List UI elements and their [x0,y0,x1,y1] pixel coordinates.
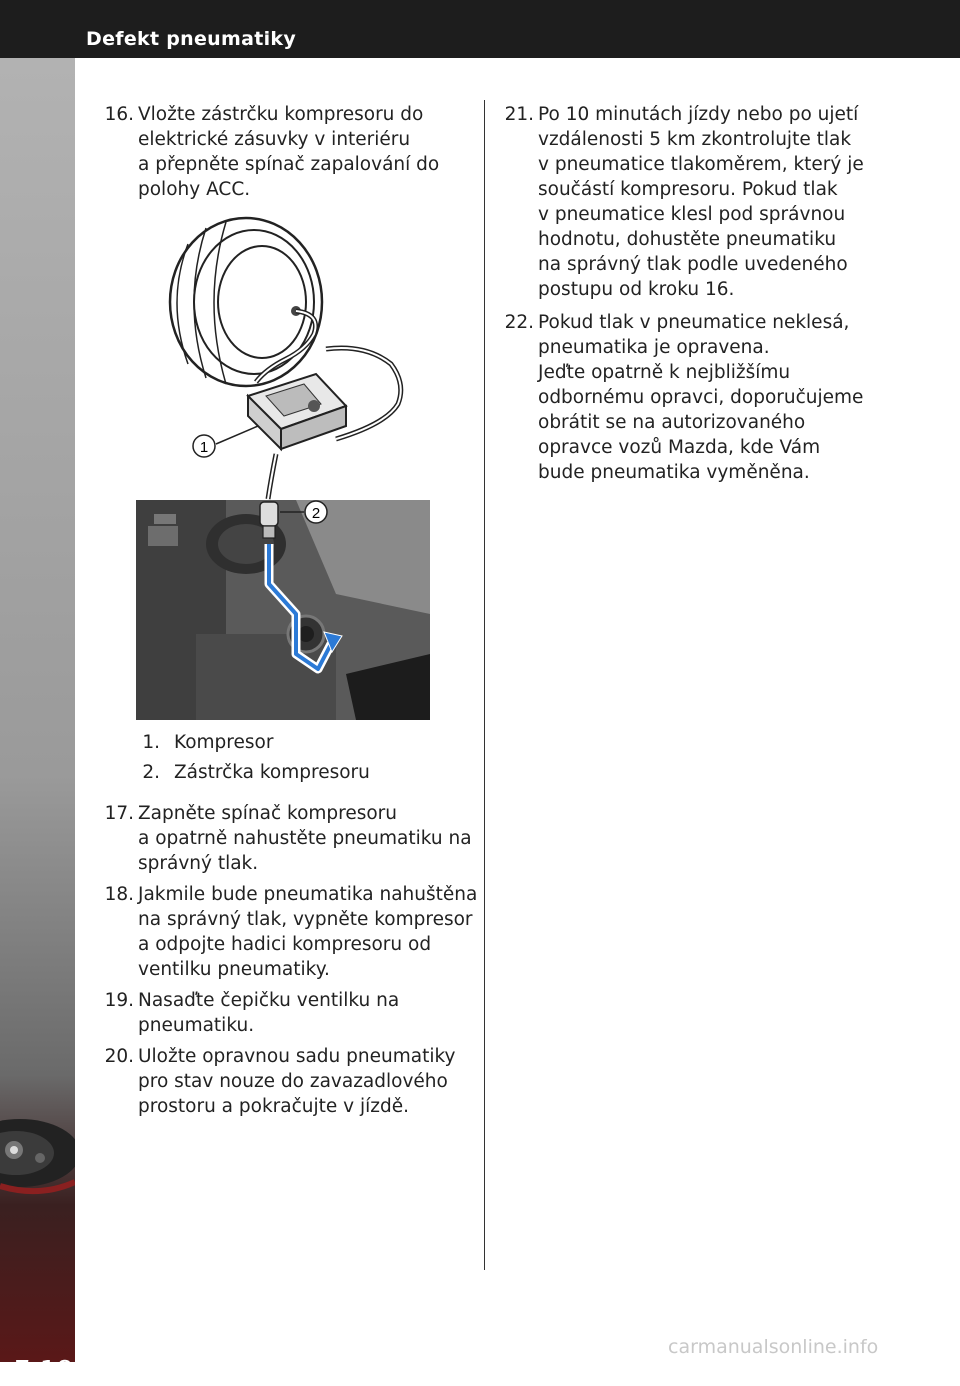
step-number: 18. [104,884,134,905]
step-17 [100,801,472,876]
step-21 [500,102,864,302]
step-number: 22. [504,312,534,333]
step-22 [500,310,863,485]
step-text: Zapněte spínač kompresoru a opatrně nahustěte pneumatiku na správný tlak. [138,803,472,874]
step-text: Uložte opravnou sadu pneumatiky pro stav nouze do zavazadlového prostoru a pokračujte v jízdě. [138,1046,456,1117]
step-20 [100,1044,455,1119]
compressor-illustration [136,214,430,720]
sidebar-strip [0,58,75,1386]
legend-number: 1. [142,732,160,753]
step-number: 21. [504,104,534,125]
step-19 [100,988,399,1038]
legend-item-1 [140,730,273,755]
console-photo [136,500,430,720]
step-number: 19. [104,990,134,1011]
column-divider [484,100,485,1270]
step-18 [100,882,477,982]
legend-text: Zástrčka kompresoru [174,762,370,783]
step-16 [100,102,439,202]
section-title: Defekt pneumatiky [86,28,297,50]
step-text: Nasaďte čepičku ventilku na pneumatiku. [138,990,400,1036]
step-number: 16. [104,104,134,125]
watermark: carmanualsonline.info [668,1336,879,1358]
compressor-box [248,374,346,449]
page-header [0,0,960,58]
step-text: Vložte zástrčku kompresoru do elektrické zásuvky v interiéru a přepněte spínač zapalování do polohy ACC. [138,104,440,200]
legend-number: 2. [142,762,160,783]
legend-text: Kompresor [174,732,274,753]
headlight-image [0,1098,75,1208]
step-text: Po 10 minutách jízdy nebo po ujetí vzdálenosti 5 km zkontrolujte tlak v pneumatice tlakoměrem, který je součástí kompresoru. Pokud tlak v pneumatice klesl pod správnou hodnotu, dohustěte pneumatiku na správný tlak podle uvedeného postupu od kroku 16. [538,104,864,300]
callout-2: 2 [311,505,321,522]
step-text: Jakmile bude pneumatika nahuštěna na správný tlak, vypněte kompresor a odpojte hadici kompresoru od ventilku pneumatiky. [138,884,478,980]
legend-item-2 [140,760,370,785]
step-text: Pokud tlak v pneumatice neklesá, pneumatika je opravena. Jeďte opatrně k nejbližšímu odbornému opravci, doporučujeme obrátit se na autorizovaného opravce vozů Mazda, kde Vám bude pneumatika vyměněna. [538,312,864,483]
step-number: 20. [104,1046,134,1067]
tire-graphic [170,218,322,386]
callout-1: 1 [199,439,209,456]
step-number: 17. [104,803,134,824]
page-number: 7-18 [14,1356,74,1386]
